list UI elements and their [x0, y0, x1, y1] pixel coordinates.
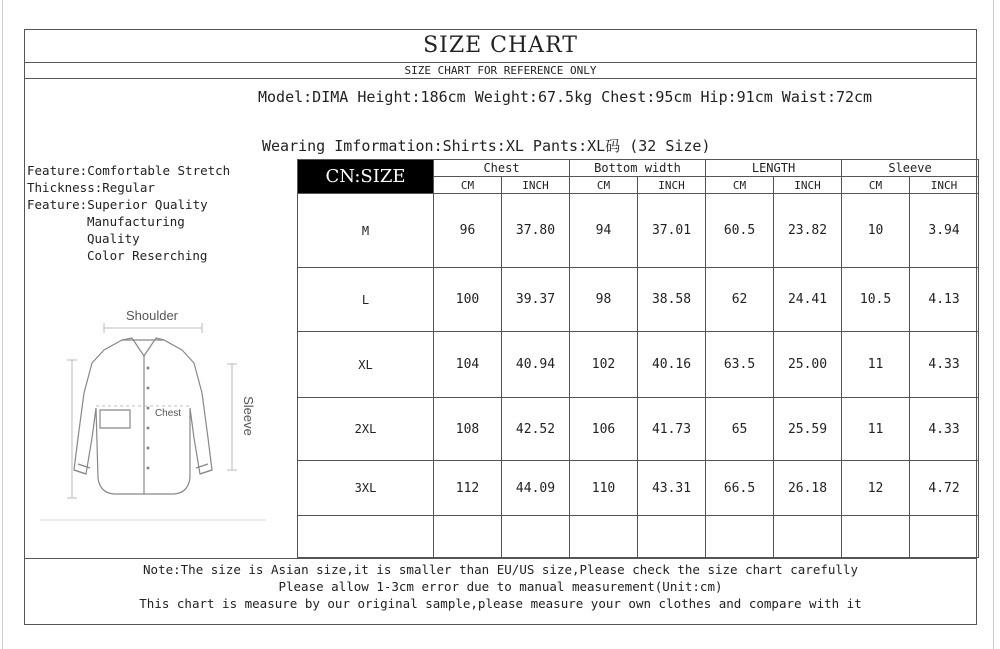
value-cell: 44.09 — [502, 461, 570, 516]
value-cell: 4.33 — [910, 332, 979, 398]
chest-label: Chest — [154, 408, 182, 419]
value-cell: 112 — [434, 461, 502, 516]
value-cell: 4.72 — [910, 461, 979, 516]
value-cell: 23.82 — [774, 194, 842, 268]
value-cell: 100 — [434, 268, 502, 332]
value-cell: 4.13 — [910, 268, 979, 332]
table-row — [298, 516, 979, 558]
shoulder-label: Shoulder — [125, 308, 179, 323]
note-line: Note:The size is Asian size,it is smaller than EU/US size,Please check the size chart carefully — [143, 562, 858, 577]
notes — [24, 561, 977, 612]
feature-line: Feature:Superior Quality — [27, 197, 208, 212]
feature-line: Thickness:Regular — [27, 180, 155, 195]
value-cell: 12 — [842, 461, 910, 516]
value-cell: 11 — [842, 398, 910, 461]
table-row — [298, 268, 979, 332]
unit-header: CM — [570, 177, 638, 194]
feature-line: Quality — [87, 231, 140, 246]
value-cell: 25.00 — [774, 332, 842, 398]
feature-list — [27, 162, 230, 264]
feature-line: Manufacturing — [87, 214, 185, 229]
value-cell: 104 — [434, 332, 502, 398]
size-cell: 2XL — [298, 398, 434, 461]
table-row — [298, 398, 979, 461]
unit-header: INCH — [774, 177, 842, 194]
value-cell: 43.31 — [638, 461, 706, 516]
subtitle: SIZE CHART FOR REFERENCE ONLY — [404, 64, 597, 77]
value-cell: 3.94 — [910, 194, 979, 268]
unit-header: CM — [434, 177, 502, 194]
note-line: This chart is measure by our original sample,please measure your own clothes and compare with it — [139, 596, 862, 611]
value-cell: 65 — [706, 398, 774, 461]
value-cell: 4.33 — [910, 398, 979, 461]
value-cell: 38.58 — [638, 268, 706, 332]
value-cell: 26.18 — [774, 461, 842, 516]
page-edge-line — [993, 0, 994, 649]
value-cell — [638, 516, 706, 558]
value-cell — [706, 516, 774, 558]
unit-header: INCH — [502, 177, 570, 194]
shirt-collar — [132, 338, 156, 356]
value-cell: 37.01 — [638, 194, 706, 268]
value-cell: 106 — [570, 398, 638, 461]
value-cell: 24.41 — [774, 268, 842, 332]
note-line: Please allow 1-3cm error due to manual measurement(Unit:cm) — [278, 579, 723, 594]
value-cell: 40.94 — [502, 332, 570, 398]
sleeve-label: Sleeve — [241, 396, 256, 436]
value-cell: 96 — [434, 194, 502, 268]
size-cell: M — [298, 194, 434, 268]
page-edge-line — [2, 0, 3, 649]
table-row — [298, 461, 979, 516]
feature-line: Color Reserching — [87, 248, 208, 263]
unit-header: INCH — [638, 177, 706, 194]
value-cell: 110 — [570, 461, 638, 516]
pocket — [100, 410, 130, 428]
table-row — [298, 332, 979, 398]
value-cell: 40.16 — [638, 332, 706, 398]
group-header: Bottom width — [570, 160, 706, 177]
value-cell — [842, 516, 910, 558]
value-cell: 102 — [570, 332, 638, 398]
size-cell: L — [298, 268, 434, 332]
size-cell — [298, 516, 434, 558]
value-cell: 66.5 — [706, 461, 774, 516]
value-cell: 10.5 — [842, 268, 910, 332]
value-cell: 11 — [842, 332, 910, 398]
value-cell: 98 — [570, 268, 638, 332]
value-cell — [502, 516, 570, 558]
size-table — [297, 159, 979, 558]
size-cell: XL — [298, 332, 434, 398]
value-cell: 108 — [434, 398, 502, 461]
value-cell: 39.37 — [502, 268, 570, 332]
group-header: LENGTH — [706, 160, 842, 177]
value-cell: 37.80 — [502, 194, 570, 268]
shirt-diagram — [34, 298, 274, 526]
value-cell: 10 — [842, 194, 910, 268]
table-row — [298, 194, 979, 268]
value-cell: 62 — [706, 268, 774, 332]
feature-line: Feature:Comfortable Stretch — [27, 163, 231, 178]
page-title: SIZE CHART — [423, 33, 578, 58]
shirt-body — [74, 340, 212, 494]
unit-header: INCH — [910, 177, 979, 194]
value-cell: 63.5 — [706, 332, 774, 398]
value-cell — [570, 516, 638, 558]
value-cell: 41.73 — [638, 398, 706, 461]
value-cell — [910, 516, 979, 558]
value-cell: 60.5 — [706, 194, 774, 268]
value-cell — [434, 516, 502, 558]
value-cell: 94 — [570, 194, 638, 268]
value-cell — [774, 516, 842, 558]
group-header: Sleeve — [842, 160, 979, 177]
model-info: Model:DIMA Height:186cm Weight:67.5kg Chest:95cm Hip:91cm Waist:72cm — [258, 88, 873, 106]
wearing-info: Wearing Imformation:Shirts:XL Pants:XL码 (32 Size) — [262, 137, 711, 155]
unit-header: CM — [706, 177, 774, 194]
unit-header: CM — [842, 177, 910, 194]
cn-size-header: CN:SIZE — [298, 160, 434, 194]
value-cell: 25.59 — [774, 398, 842, 461]
group-header: Chest — [434, 160, 570, 177]
size-cell: 3XL — [298, 461, 434, 516]
value-cell: 42.52 — [502, 398, 570, 461]
